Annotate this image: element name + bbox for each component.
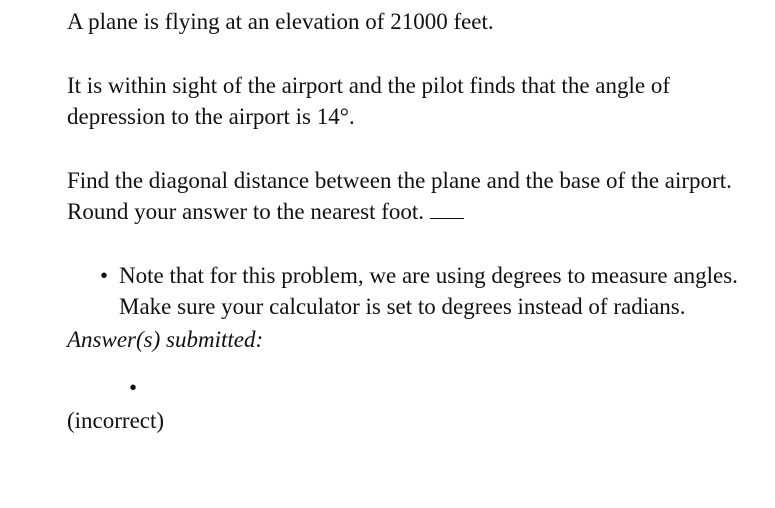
- bullet-icon: •: [100, 263, 109, 288]
- problem-statement-angle: It is within sight of the airport and the pilot finds that the angle of depression to the airport is 14°.: [67, 73, 670, 129]
- problem-question: [67, 165, 767, 227]
- answer-bullet-icon: •: [129, 375, 138, 400]
- note-item: [100, 260, 759, 322]
- question-text: Find the diagonal distance between the plane and the base of the airport. Round your answer to the nearest foot.: [67, 168, 732, 224]
- answer-status: (incorrect): [67, 408, 165, 433]
- submitted-answers-list: [67, 369, 767, 405]
- answers-submitted-label: Answer(s) submitted:: [67, 327, 264, 352]
- answer-blank: [430, 200, 464, 219]
- problem-statement-elevation: A plane is flying at an elevation of 21000 feet.: [67, 9, 494, 34]
- note-list: [67, 260, 767, 322]
- note-text: Note that for this problem, we are using degrees to measure angles. Make sure your calculator is set to degrees instead of radians.: [119, 263, 738, 319]
- problem-page: [67, 6, 767, 436]
